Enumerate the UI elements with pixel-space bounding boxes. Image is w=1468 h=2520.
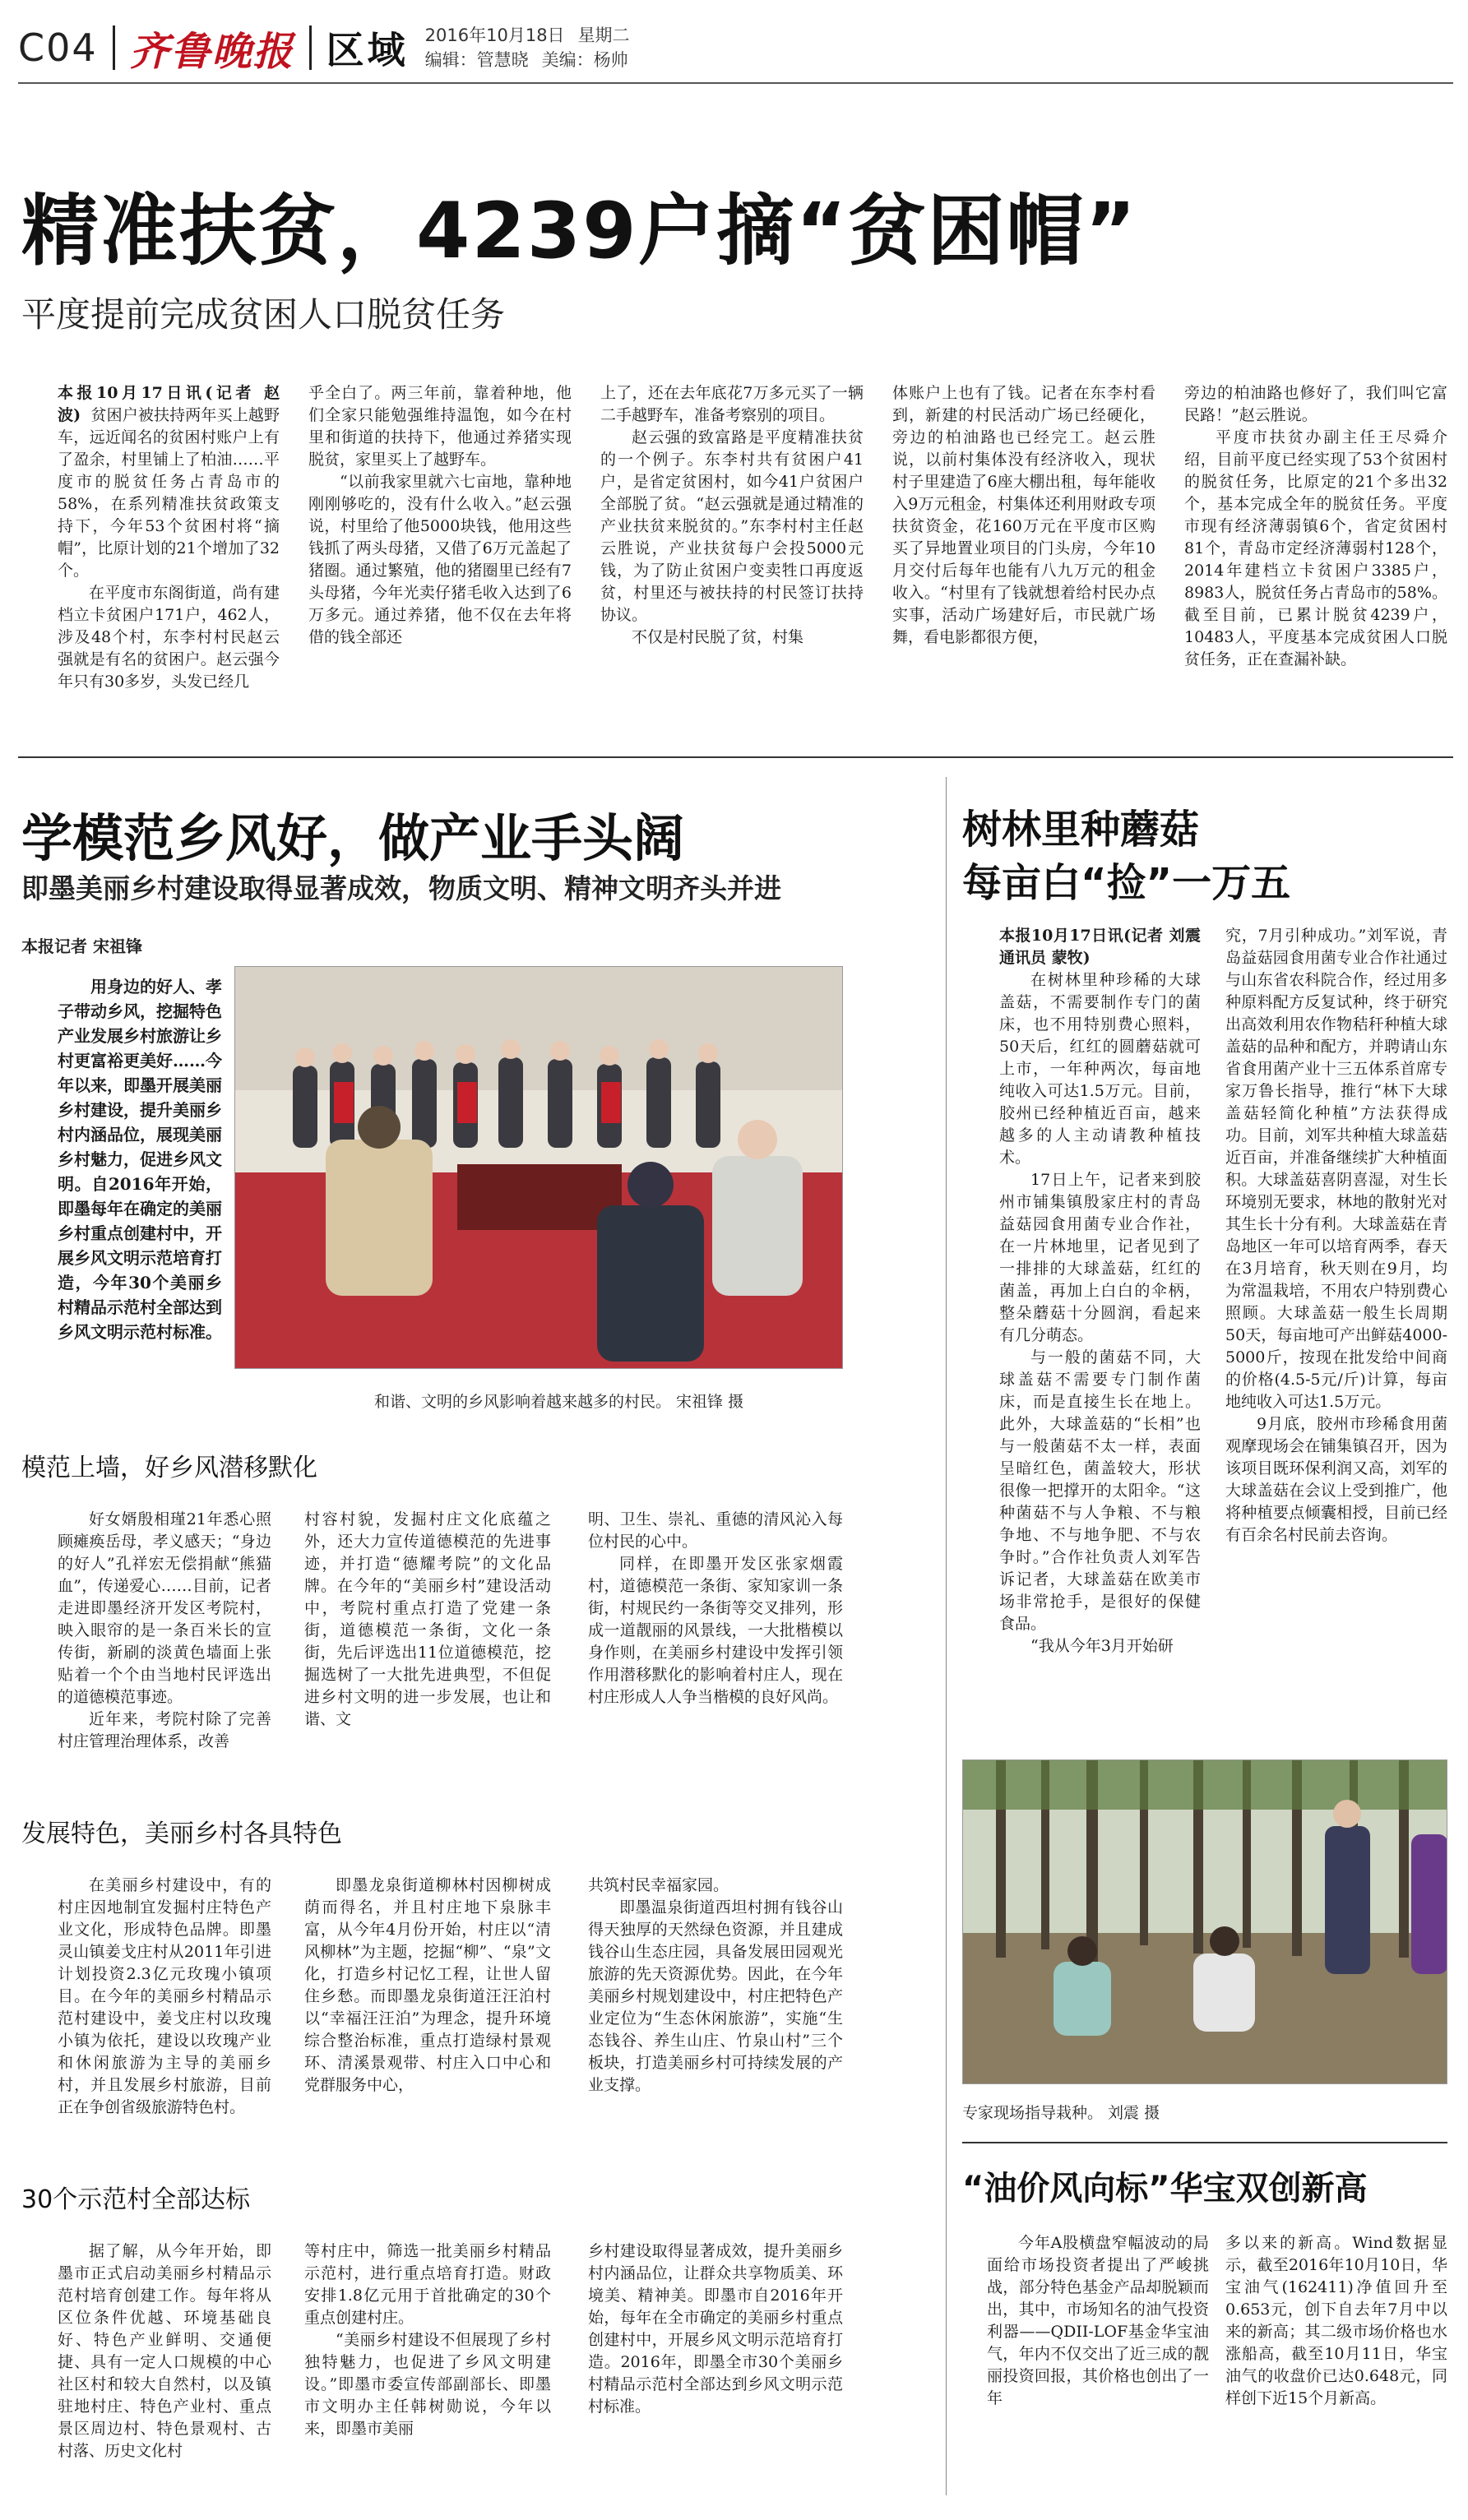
article1-column-2 <box>308 382 572 736</box>
article2-section3-title: 30个示范村全部达标 <box>21 2185 251 2214</box>
forest-photo-illustration <box>963 1760 1447 2084</box>
article2-text: 即墨温泉街道西坦村拥有钱谷山得天独厚的天然绿色资源，并且建成钱谷山生态庄园，具备发展田园观光旅游的先天资源优势。因此，在今年美丽乡村规划建设中，村庄把特色产业定位为“生态休闲旅游”，实施“生态钱谷、养生山庄、竹泉山村”三个板块，打造美丽乡村可持续发展的产业支撑。 <box>588 1898 843 2094</box>
article3-column-2 <box>1225 925 1447 1714</box>
article2-section1-title: 模范上墙，好乡风潜移默化 <box>21 1454 317 1482</box>
article1-column-3 <box>600 382 864 736</box>
article2-text: 乡村建设取得显著成效，提升美丽乡村内涵品位，让群众共享物质美、环境美、精神美。即墨市自2016年开始，每年在全市确定的美丽乡村重点创建村中，开展乡风文明示范培育打造。2016年，即墨全市30个美丽乡村精品示范村全部达到乡风文明示范村标准。 <box>588 2242 843 2416</box>
article2-sec1-column-3 <box>588 1509 843 1792</box>
article3-byline: 本报10月17日讯(记者 刘震 通讯员 蒙牧) <box>999 927 1201 967</box>
article4-column-2 <box>1225 2232 1447 2495</box>
article4-text: 今年A股横盘窄幅波动的局面给市场投资者提出了严峻挑战，部分特色基金产品却脱颖而出，其中，市场知名的油气投资利器——QDII-LOF基金华宝油气，年内不仅交出了近三成的靓丽投资回报，其价格也创出了一年 <box>987 2234 1209 2407</box>
section-name: 区域 <box>326 28 409 72</box>
article1-text: 旁边的柏油路也修好了，我们叫它富民路！”赵云胜说。 <box>1184 384 1447 424</box>
article1-subheadline: 平度提前完成贫困人口脱贫任务 <box>21 294 506 335</box>
article1-headline: 精准扶贫，4239户摘“贫困帽” <box>21 187 1138 276</box>
article2-sec3-column-2 <box>304 2240 551 2495</box>
column-divider <box>946 777 947 2495</box>
article2-lead-text: 用身边的好人、孝子带动乡风，挖掘特色产业发展乡村旅游让乡村更富裕更美好……今年以来，即墨开展美丽乡村建设，提升美丽乡村内涵品位，展现美丽乡村魅力，促进乡风文明。自2016年开始，即墨每年在确定的美丽乡村重点创建村中，开展乡风文明示范培育打造，今年30个美丽乡村精品示范村全部达到乡风文明示范村标准。 <box>58 977 222 1342</box>
article1-text: 上了，还在去年底花7万多元买了一辆二手越野车，准备考察别的项目。 <box>600 384 864 424</box>
article2-text: “美丽乡村建设不但展现了乡村独特魅力，也促进了乡风文明建设。”即墨市委宣传部副部长、即墨市文明办主任韩树勋说，今年以来，即墨市美丽 <box>304 2331 551 2438</box>
article1-text: 乎全白了。两三年前，靠着种地，他们全家只能勉强维持温饱，如今在村里和街道的扶持下，他通过养猪实现脱贫，家里买上了越野车。 <box>308 384 572 469</box>
masthead-divider <box>309 25 312 70</box>
article2-headline: 学模范乡风好，做产业手头阔 <box>21 808 685 868</box>
article2-text: 在美丽乡村建设中，有的村庄因地制宜发掘村庄特色产业文化，形成特色品牌。即墨灵山镇姜戈庄村从2011年引进计划投资2.3亿元玫瑰小镇项目。在今年的美丽乡村精品示范村建设中，姜戈庄村以玫瑰小镇为依托，建设以玫瑰产业和休闲旅游为主导的美丽乡村，并且发展乡村旅游，目前正在争创省级旅游特色村。 <box>58 1876 271 2116</box>
issue-meta <box>425 23 643 72</box>
article3-text: “我从今年3月开始研 <box>1030 1637 1174 1655</box>
masthead-rule <box>18 82 1453 84</box>
article3-photo <box>962 1759 1447 2084</box>
article2-subheadline: 即墨美丽乡村建设取得显著成效，物质文明、精神文明齐头并进 <box>21 872 781 904</box>
article2-text: 同样，在即墨开发区张家烟霞村，道德模范一条街、家知家训一条街，村规民约一条街等交叉排列，形成一道靓丽的风景线，一大批楷模以身作则，在美丽乡村建设中发挥引领作用潜移默化的影响着村庄人，现在村庄形成人人争当楷模的良好风尚。 <box>588 1555 843 1706</box>
page-number: C04 <box>18 25 98 70</box>
article2-text: 村容村貌，发掘村庄文化底蕴之外，还大力宣传道德模范的先进事迹，并打造“德耀考院”的文化品牌。在今年的“美丽乡村”建设活动中，考院村重点打造了党建一条街，道德模范一条街，文化一条街，先后评选出11位道德模范，挖掘选树了一大批先进典型，不但促进乡村文明的进一步发展，也让和谐、文 <box>304 1510 551 1728</box>
article1-text: 不仅是村民脱了贫，村集 <box>632 628 804 646</box>
article1-column-5 <box>1184 382 1447 736</box>
article3-text: 与一般的菌菇不同，大球盖菇不需要专门制作菌床，而是直接生长在地上。此外，大球盖菇的“长相”也与一般菌菇不太一样，表面呈暗红色，菌盖较大，形状很像一把撑开的太阳伞。“这种菌菇不与人争粮、不与粮争地、不与地争肥、不与农争时。”合作社负责人刘军告诉记者，大球盖菇在欧美市场非常抢手，是很好的保健食品。 <box>999 1348 1201 1633</box>
article1-text: 平度市扶贫办副主任王尽舜介绍，目前平度已经实现了53个贫困村的脱贫任务，比原定的21个多出32个，基本完成全年的脱贫任务。平度市现有经济薄弱镇6个，省定贫困村81个，青岛市定经济薄弱村128个，2014年建档立卡贫困户3385户，8983人，脱贫任务占青岛市的58%。截至目前，已累计脱贫4239户，10483人，平度基本完成贫困人口脱贫任务，正在查漏补缺。 <box>1184 428 1447 668</box>
article2-sec2-column-3 <box>588 1875 843 2162</box>
article2-text: 即墨龙泉街道柳林村因柳树成荫而得名，并且村庄地下泉脉丰富，从今年4月份开始，村庄以“清风柳林”为主题，挖掘“柳”、“泉”文化，打造乡村记忆工程，让世人留住乡愁。而即墨龙泉街道汪汪泊村以“幸福汪汪泊”为理念，提升环境综合整治标准，重点打造绿村景观环、清溪景观带、村庄入口中心和党群服务中心， <box>304 1876 551 2094</box>
article2-text: 近年来，考院村除了完善村庄管理治理体系，改善 <box>58 1710 271 1750</box>
article4-column-1 <box>987 2232 1209 2495</box>
article3-text: 究，7月引种成功。”刘军说，青岛益菇园食用菌专业合作社通过与山东省农科院合作，经过用多种原料配方反复试种，终于研究出高效利用农作物秸秆种植大球盖菇的品种和配方，并聘请山东省食用菌产业十三五体系首席专家万鲁长指导，推行“林下大球盖菇轻简化种植”方法获得成功。目前，刘军共种植大球盖菇近百亩，并准备继续扩大种植面积。大球盖菇喜阴喜湿，对生长环境别无要求，林地的散射光对其生长十分有利。大球盖菇在青岛地区一年可以培育两季，春天在3月培育，秋天则在9月，均为常温栽培，不用农户特别费心照顾。大球盖菇一般生长周期50天，每亩地可产出鲜菇4000-5000斤，按现在批发给中间商的价格(4.5-5元/斤)计算，每亩地纯收入可达1.5万元。 <box>1225 927 1447 1411</box>
section-divider <box>18 756 1453 758</box>
article1-column-4 <box>892 382 1155 736</box>
article2-text: 好女婿殷相瑾21年悉心照顾瘫痪岳母，孝义感天；“身边的好人”孔祥宏无偿捐献“熊猫血”，传递爱心……目前，记者走进即墨经济开发区考院村，映入眼帘的是一条百米长的宣传街，新刷的淡黄色墙面上张贴着一个个由当地村民评选出的道德模范事迹。 <box>58 1510 271 1706</box>
article4-text: 多以来的新高。Wind数据显示，截至2016年10月10日，华宝油气(162411)净值回升至0.653元，创下自去年7月中以来的新高；其二级市场价格也水涨船高，截至10月11日，华宝油气的收盘价已达0.648元，同样创下近15个月新高。 <box>1225 2234 1447 2407</box>
article1-text: 赵云强的致富路是平度精准扶贫的一个例子。东李村共有贫困户41户，是省定贫困村，如今41户贫困户全部脱了贫。“赵云强就是通过精准的产业扶贫来脱贫的。”东李村村主任赵云胜说，产业扶贫每户会投5000元钱，为了防止贫困户变卖牲口再度返贫，村里还与被扶持的村民签订扶持协议。 <box>600 428 864 624</box>
article2-sec2-column-1 <box>58 1875 271 2162</box>
gathering-photo-illustration <box>235 967 843 1369</box>
article2-sec3-column-1 <box>58 2240 271 2495</box>
newspaper-logo: 齐鲁晚报 <box>129 28 294 75</box>
article3-text: 17日上午，记者来到胶州市铺集镇殷家庄村的青岛益菇园食用菌专业合作社，在一片林地里，记者见到了一排排的大球盖菇，红红的菌盖，再加上白白的伞柄，整朵蘑菇十分圆润，看起来有几分萌态。 <box>999 1171 1201 1344</box>
article2-text: 共筑村民幸福家园。 <box>588 1876 729 1894</box>
masthead-divider <box>113 25 115 70</box>
issue-weekday: 星期二 <box>577 25 630 45</box>
article3-column-1 <box>999 925 1201 1714</box>
article2-sec2-column-2 <box>304 1875 551 2162</box>
article4-headline: “油价风向标”华宝双创新高 <box>962 2170 1368 2208</box>
article2-photo <box>234 966 843 1369</box>
article1-text: 在平度市东阁街道，尚有建档立卡贫困户171户，462人，涉及48个村，东李村村民赵云强就是有名的贫困户。赵云强今年只有30多岁，头发已经几 <box>58 584 280 691</box>
editor-credit: 编辑：管慧晓 <box>424 50 529 70</box>
issue-date: 2016年10月18日 <box>424 25 565 45</box>
designer-credit: 美编：杨帅 <box>541 50 628 70</box>
article2-byline: 本报记者 宋祖锋 <box>21 936 142 956</box>
article3-text: 在树林里种珍稀的大球盖菇，不需要制作专门的菌床，也不用特别费心照料，50天后，红红的圆蘑菇就可上市，一年种两次，每亩地纯收入可达1.5万元。目前，胶州已经种植近百亩，越来越多的人主动请教种植技术。 <box>999 971 1201 1167</box>
article2-sec1-column-2 <box>304 1509 551 1792</box>
article2-photo-caption: 和谐、文明的乡风影响着越来越多的村民。 宋祖锋 摄 <box>374 1393 744 1411</box>
article2-text: 等村庄中，筛选一批美丽乡村精品示范村，进行重点培育打造。财政安排1.8亿元用于首批确定的30个重点创建村庄。 <box>304 2242 551 2327</box>
article2-lead <box>58 974 222 1402</box>
article3-photo-caption: 专家现场指导栽种。 刘震 摄 <box>962 2104 1160 2122</box>
article3-headline-line2: 每亩白“捡”一万五 <box>962 860 1291 906</box>
article1-text: 体账户上也有了钱。记者在东李村看到，新建的村民活动广场已经硬化，旁边的柏油路也已经完工。赵云胜说，以前村集体没有经济收入，现状村子里建造了6座大棚出租，每年能收入9万元租金，村集体还利用财政专项扶贫资金，花160万元在平度市区购买了异地置业项目的门头房，今年10月交付后每年也能有八九万元的租金收入。“村里有了钱就想着给村民办点实事，活动广场建好后，市民就广场舞，看电影都很方便， <box>892 384 1155 646</box>
article2-section2-title: 发展特色，美丽乡村各具特色 <box>21 1819 342 1848</box>
article2-text: 据了解，从今年开始，即墨市正式启动美丽乡村精品示范村培育创建工作。每年将从区位条件优越、环境基础良好、特色产业鲜明、交通便捷、具有一定人口规模的中心社区村和较大自然村，以及镇驻地村庄、特色产业村、重点景区周边村、特色景观村、古村落、历史文化村 <box>58 2242 271 2460</box>
article2-sec1-column-1 <box>58 1509 271 1792</box>
article2-sec3-column-3 <box>588 2240 843 2495</box>
article2-text: 明、卫生、崇礼、重德的清风沁入每位村民的心中。 <box>588 1510 843 1551</box>
article1-text: “以前我家里就六七亩地，靠种地刚刚够吃的，没有什么收入。”赵云强说，村里给了他5000块钱，他用这些钱抓了两头母猪，又借了6万元盖起了猪圈。通过繁殖，他的猪圈里已经有7头母猪，今年光卖仔猪毛收入达到了6万多元。通过养猪，他不仅在去年将借的钱全部还 <box>308 473 572 646</box>
article1-text: 贫困户被扶持两年买上越野车，远近闻名的贫困村账户上有了盈余，村里铺上了柏油……平度市的脱贫任务占青岛市的58%，在系列精准扶贫政策支持下，今年53个贫困村将“摘帽”，比原计划的21个增加了32个。 <box>58 406 280 580</box>
article1-column-1 <box>58 382 280 736</box>
article3-text: 9月底，胶州市珍稀食用菌观摩现场会在铺集镇召开，因为该项目既环保利润又高，刘军的大球盖菇在会议上受到推广，他将种植要点倾囊相授，目前已经有百余名村民前去咨询。 <box>1225 1415 1447 1544</box>
masthead <box>18 18 1453 77</box>
article3-headline-line1: 树林里种蘑菇 <box>962 807 1200 853</box>
section-divider <box>962 2142 1447 2143</box>
article1-byline: 本报10月17日讯(记者 赵波) <box>58 384 280 424</box>
